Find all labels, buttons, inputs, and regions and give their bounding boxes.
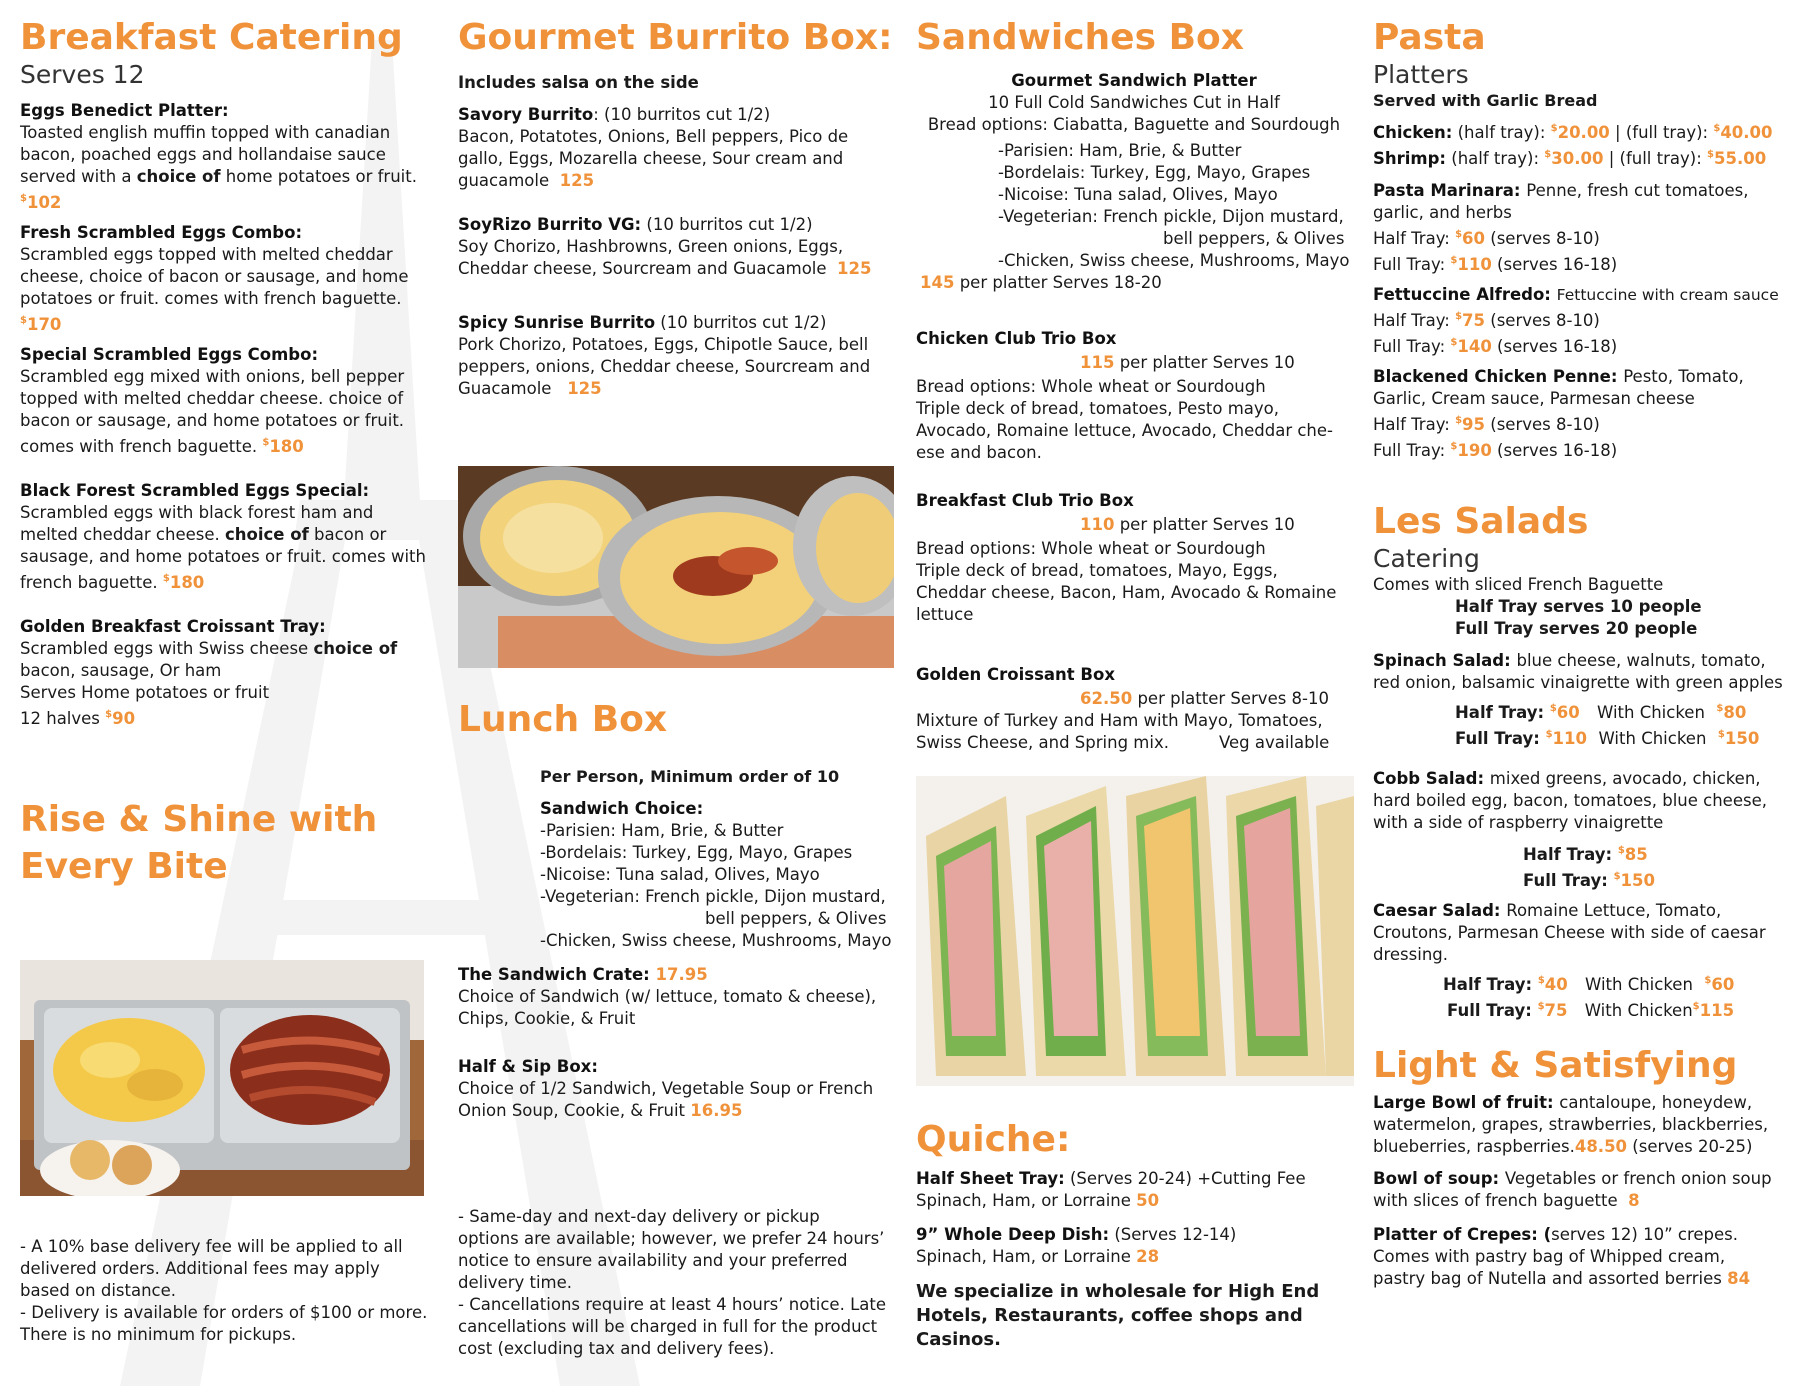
menu-item-fresh-scrambled: Fresh Scrambled Eggs Combo: Scrambled eggs topped with melted cheddar cheese, choice of bacon or sausage, and home potatoes or fruit. comes with french baguette. $170 <box>20 223 409 334</box>
wholesale-note: We specialize in wholesale for High End Hotels, Restaurants, coffee shops and Casinos. <box>916 1281 1320 1350</box>
light-satisfying-title: Light & Satisfying <box>1373 1045 1738 1086</box>
price: 145 <box>920 273 955 292</box>
light-satisfying-section <box>1373 1044 1793 1290</box>
pasta-section <box>1373 16 1793 462</box>
protein-addons: Chicken: (half tray): $20.00 | (full tray): $40.00 Shrimp: (half tray): $30.00 | (full tray): $55.00 <box>1373 123 1773 168</box>
price: 28 <box>1136 1247 1160 1266</box>
menu-item-caesar-salad: Caesar Salad: Romaine Lettuce, Tomato, Croutons, Parmesan Cheese with side of caesar dressing. Half Tray: $40 With Chicken $60 Full Tray: $75 With Chicken$115 <box>1373 901 1766 1020</box>
price: 102 <box>26 193 62 212</box>
delivery-fee-note: - A 10% base delivery fee will be applied to all delivered orders. Additional fees may apply based on distance. - Delivery is available for orders of $100 or more. There is no minimum for pickups. <box>20 1237 428 1344</box>
price: 115 <box>1080 353 1115 372</box>
price: 17.95 <box>655 965 708 984</box>
price: 16.95 <box>690 1101 743 1120</box>
pasta-subtitle: Platters <box>1373 60 1469 89</box>
sandwich-platter-photo <box>916 776 1354 1086</box>
menu-item-spinach-salad: Spinach Salad: blue cheese, walnuts, tomato, red onion, balsamic vinaigrette with green apples Half Tray: $60 With Chicken $80 Full Tray: $110 With Chicken $150 <box>1373 651 1783 748</box>
breakfast-catering-title: Breakfast Catering <box>20 17 403 58</box>
menu-item-soyrizo-burrito: SoyRizo Burrito VG: (10 burritos cut 1/2) Soy Chorizo, Hashbrowns, Green onions, Eggs, Cheddar cheese, Sourcream and Guacamole 125 <box>458 215 872 278</box>
menu-item-spicy-sunrise: Spicy Sunrise Burrito (10 burritos cut 1/2) Pork Chorizo, Potatoes, Eggs, Chipotle Sauce, bell peppers, onions, Cheddar cheese, Sourcream and Guacamole 125 <box>458 313 871 398</box>
slogan-line-2: Every Bite <box>20 846 228 887</box>
slogan-line-1: Rise & Shine with <box>20 799 378 840</box>
menu-item-golden-croissant: Golden Croissant Box 62.50 per platter Serves 8-10 Mixture of Turkey and Ham with Mayo, Tomatoes, Swiss Cheese, and Spring mix. Veg available <box>916 665 1330 752</box>
price: 170 <box>26 315 62 334</box>
price: 110 <box>1080 515 1115 534</box>
platter-choices: -Parisien: Ham, Brie, & Butter -Bordelais: Turkey, Egg, Mayo, Grapes -Nicoise: Tuna salad, Olives, Mayo -Vegeterian: French pickle, Dijon mustard, bell peppers, & Olives -Chicken, Swiss cheese, Mushrooms, Mayo <box>998 141 1350 270</box>
menu-item-savory-burrito: Savory Burrito: (10 burritos cut 1/2) Bacon, Potatotes, Onions, Bell peppers, Pico de gallo, Eggs, Mozarella cheese, Sour cream and guacamole 125 <box>458 105 849 190</box>
price: 125 <box>559 171 595 190</box>
menu-item-soup-bowl: Bowl of soup: Vegetables or french onion soup with slices of french baguette 8 <box>1373 1169 1772 1210</box>
price: 125 <box>837 259 872 278</box>
menu-item-crepes: Platter of Crepes: (serves 12) 10” crepes. Comes with pastry bag of Whipped cream, pastry bag of Nutella and assorted berries 84 <box>1373 1225 1751 1288</box>
price: 90 <box>112 709 136 728</box>
lunch-intro: Per Person, Minimum order of 10 <box>540 767 840 786</box>
menu-item-blackened-penne: Blackened Chicken Penne: Pesto, Tomato, Garlic, Cream sauce, Parmesan cheese Half Tray: $95 (serves 8-10) Full Tray: $190 (serves 16-18) <box>1373 367 1744 460</box>
menu-item-deep-dish: 9” Whole Deep Dish: (Serves 12-14) Spinach, Ham, or Lorraine 28 <box>916 1225 1237 1266</box>
menu-item-fettuccine-alfredo: Fettuccine Alfredo: Fettuccine with cream sauce Half Tray: $75 (serves 8-10) Full Tray: $140 (serves 16-18) <box>1373 285 1779 356</box>
garlic-bread-note: Served with Garlic Bread <box>1373 91 1598 110</box>
quiche-section <box>916 1118 1356 1352</box>
gourmet-platter-header: Gourmet Sandwich Platter 10 Full Cold Sandwiches Cut in Half Bread options: Ciabatta, Baguette and Sourdough <box>927 71 1341 134</box>
menu-item-breakfast-club: Breakfast Club Trio Box 110 per platter Serves 10 Bread options: Whole wheat or Sourdough Triple deck of bread, tomatoes, Mayo, Eggs, Cheddar cheese, Bacon, Ham, Avocado & Romaine lettuce <box>916 491 1337 624</box>
price: 180 <box>269 437 304 456</box>
menu-item-special-scrambled: Special Scrambled Eggs Combo: Scrambled egg mixed with onions, bell pepper topped with melted cheddar cheese. choice of bacon or sausage, and home potatoes or fruit. comes with french baguette. $180 <box>20 345 405 456</box>
menu-item-black-forest: Black Forest Scrambled Eggs Special: Scrambled eggs with black forest ham and melted cheddar cheese. choice of bacon or sausage, and home potatoes or fruit. comes with french baguette. $180 <box>20 481 426 592</box>
platter-price: 145 per platter Serves 18-20 <box>920 273 1162 292</box>
burrito-box-section <box>458 16 898 400</box>
pasta-title: Pasta <box>1373 17 1486 58</box>
menu-item-eggs-benedict: Eggs Benedict Platter: Toasted english muffin topped with canadian bacon, poached eggs and hollandaise sauce served with a choice of home potatoes or fruit. $102 <box>20 101 417 212</box>
price: 62.50 <box>1080 689 1133 708</box>
delivery-policy-note: - Same-day and next-day delivery or pickup options are available; however, we prefer 24 hours’ notice to ensure availability and your preferred delivery time. - Cancellations require at least 4 hours’ notice. Late cancellations will be charged in full for the product cost (excluding tax and delivery fees). <box>458 1207 886 1358</box>
price: 180 <box>169 573 205 592</box>
menu-item-half-sheet: Half Sheet Tray: (Serves 20-24) +Cutting Fee Spinach, Ham, or Lorraine 50 <box>916 1169 1306 1210</box>
menu-item-sandwich-crate: The Sandwich Crate: 17.95 Choice of Sandwich (w/ lettuce, tomato & cheese), Chips, Cookie, & Fruit <box>458 965 877 1028</box>
quiche-title: Quiche: <box>916 1119 1071 1160</box>
sandwiches-box-title: Sandwiches Box <box>916 17 1244 58</box>
burrito-photo <box>458 466 894 668</box>
lunch-box-title: Lunch Box <box>458 699 668 740</box>
salads-subtitle: Catering <box>1373 544 1480 573</box>
breakfast-serves: Serves 12 <box>20 60 145 89</box>
lunch-box-section <box>458 698 898 1120</box>
breakfast-catering-section <box>20 16 440 730</box>
burrito-intro: Includes salsa on the side <box>458 73 699 92</box>
menu-item-half-sip: Half & Sip Box: Choice of 1/2 Sandwich, Vegetable Soup or French Onion Soup, Cookie, & Fruit 16.95 <box>458 1057 874 1120</box>
menu-item-chicken-club: Chicken Club Trio Box 115 per platter Serves 10 Bread options: Whole wheat or Sourdough Triple deck of bread, tomatoes, Pesto mayo, Avocado, Romaine lettuce, Avocado, Cheddar che- ese and bacon. <box>916 329 1333 462</box>
breakfast-tray-photo <box>20 960 424 1196</box>
salad-intro: Comes with sliced French Baguette Half Tray serves 10 people Full Tray serves 20 people <box>1373 575 1702 638</box>
burrito-box-title: Gourmet Burrito Box: <box>458 17 893 58</box>
menu-item-fruit-bowl: Large Bowl of fruit: cantaloupe, honeydew, watermelon, grapes, strawberries, blackberries, blueberries, raspberries.48.50 (serves 20-25) <box>1373 1093 1769 1156</box>
menu-item-croissant-tray: Golden Breakfast Croissant Tray: Scrambled eggs with Swiss cheese choice of bacon, sausage, Or ham Serves Home potatoes or fruit 12 halves $90 <box>20 617 398 728</box>
sandwiches-box-section <box>916 16 1356 294</box>
price: 125 <box>567 379 602 398</box>
slogan <box>20 798 377 889</box>
sandwich-choice-list: Sandwich Choice: -Parisien: Ham, Brie, & Butter -Bordelais: Turkey, Egg, Mayo, Grapes -Nicoise: Tuna salad, Olives, Mayo -Vegeterian: French pickle, Dijon mustard, bell peppers, & Olives -Chicken, Swiss cheese, Mushrooms, Mayo <box>540 799 892 950</box>
salads-section <box>1373 500 1793 1022</box>
menu-item-cobb-salad: Cobb Salad: mixed greens, avocado, chicken, hard boiled egg, bacon, tomatoes, blue cheese, with a side of raspberry vinaigrette Half Tray: $85 Full Tray: $150 <box>1373 769 1767 890</box>
salads-title: Les Salads <box>1373 501 1589 542</box>
price: 50 <box>1136 1191 1160 1210</box>
menu-item-pasta-marinara: Pasta Marinara: Penne, fresh cut tomatoes, garlic, and herbs Half Tray: $60 (serves 8-10) Full Tray: $110 (serves 16-18) <box>1373 181 1749 274</box>
